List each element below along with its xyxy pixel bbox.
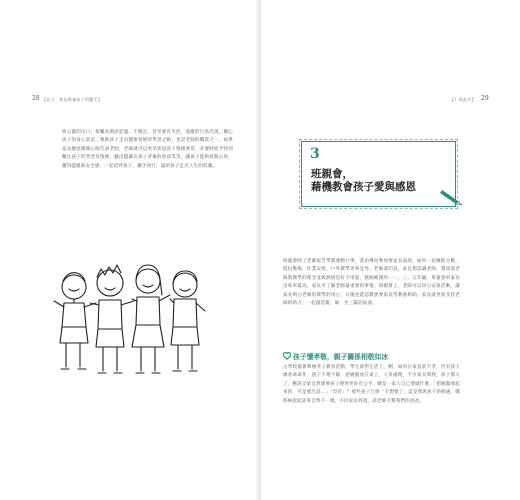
section-heading: 孩子懂孝敬，親子關係相敬如冰 (293, 353, 389, 361)
page-number-left: 28 (32, 95, 40, 102)
right-page (261, 0, 520, 500)
page-number-right: 29 (481, 95, 489, 102)
chapter-title (311, 168, 416, 194)
chapter-intro-paragraph: 班親會除了老師報告學期運動行事，還由導向參加要家長協助，如何一起擁抱分數，抵抗壓場，作業安排，戶外教學等事宜外，老師還的話，家長想認識老師，想知道老師對教學的理念並與熱情是好不用說，教師補國的一一，三，五年級，班親會的家長出席率最高，家長可了解老師最重要的事情。班親會上，老師可以同心安排活動，讓家長明白老師的教學的用心，日後也能認教會要家長勞教養相助，家長就更加支持老師的助力。一起創造親，師，生三贏的局面。 (283, 259, 460, 307)
chapter-title-line-2: 藉機教會孩子愛與感恩 (311, 181, 416, 193)
running-head-right: 【1 與此共】 (450, 97, 476, 102)
children-illustration (52, 255, 207, 385)
section-paragraph: 古學校都會舉辦孝子教育活動，學生卻對生活上，啊，如何在家長前不孝，仍有孩子總會乖乖作，孩子不理不睬，把碗盤放在桌上，父母處理，不少家長問我，孩子都大了，應該交給自然想要孩子變得更好有公平，總是一家人自己要做什麼，「把碗盤收起來的，可是要出話...」「沒有」？那些孩子已經「不想要了」這是我與孩子的相處，哪時候說起話來自然不一樣，不同家長經過，請老師不幫我們的爸爸。 (283, 365, 460, 404)
chapter-number: 3 (310, 146, 320, 162)
running-head-left: 【給力：我是教養孩子的醫生】 (42, 97, 103, 102)
left-page (0, 0, 259, 500)
child-figure-3 (132, 265, 170, 373)
pencil-icon (440, 188, 464, 206)
child-figure-4 (170, 271, 205, 371)
body-paragraph-left: 與心靈的出口，接觸為增添惡溫，不穩定，甚至會有失控，過激的行為出現，關心孩子的身心狀況，幫助孩子走向健康發展的學習之路，也是老師的職責之一。如果家長願意敞開心胸告訴老師，老師就可以更早知道孩子情緒異常，必要時給予特別關注孩子的學習及情緒，聽出隱藏在孩子背後的原因等等，讓孩子能夠放開心扉，獲得溫暖與安全感，一起陪伴孩子，攜手同行，協助孩子走出人生的低潮。 (62, 130, 233, 169)
child-figure-2 (90, 265, 134, 373)
child-figure-1 (54, 273, 96, 369)
chapter-title-line-1: 班親會， (311, 168, 353, 180)
heart-icon (283, 352, 291, 360)
